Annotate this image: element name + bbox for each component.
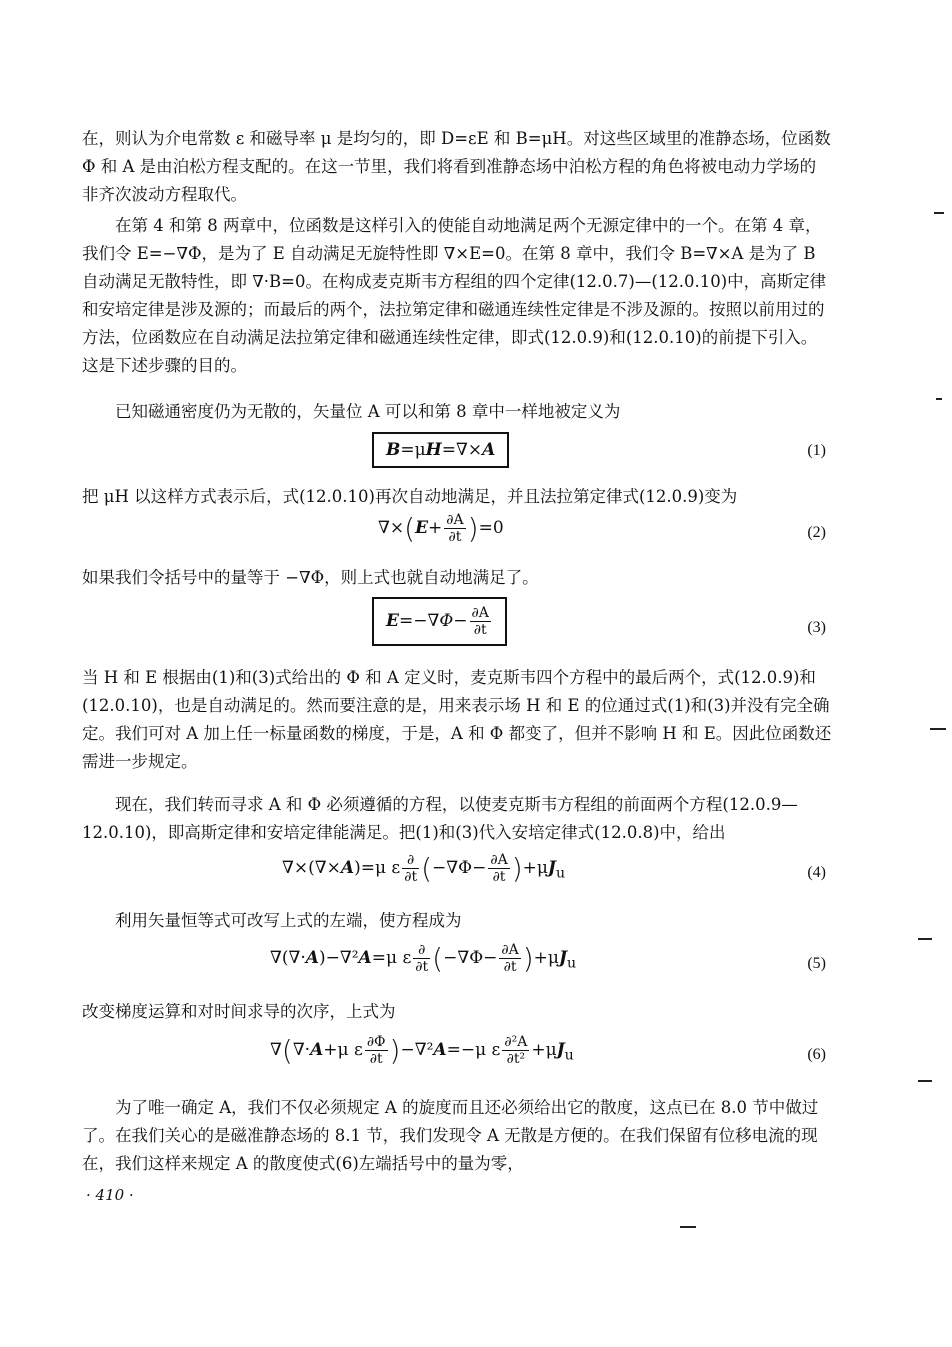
paragraph-8: 利用矢量恒等式可改写上式的左端，使方程成为 [115,911,462,930]
margin-mark-3 [930,728,946,730]
margin-mark-4 [918,938,932,940]
equation-number-3: (3) [807,619,826,636]
paragraph-4: 把 μH 以这样方式表示后，式(12.0.10)再次自动地满足，并且法拉第定律式(12.0.9)变为 [82,487,738,506]
page-number: · 410 · [86,1186,134,1204]
equation-4: ∇×(∇×A)=μ ε $\frac{\partial}{\partial t}$ (−∇Φ− $\frac{\partial A}{\partial t}$ )$+\mu J_u$ [282,852,566,885]
paragraph-5: 如果我们令括号中的量等于 −∇Φ，则上式也就自动地满足了。 [82,568,539,587]
equation-number-4: (4) [807,864,826,881]
paragraph-7: 现在，我们转而寻求 A 和 Φ 必须遵循的方程，以使麦克斯韦方程组的前面两个方程(12.0.9—12.0.10)，即高斯定律和安培定律能满足。把(1)和(3)代入安培定律式(12.0.8)中，给出 [82,795,798,842]
equation-6: ∇(∇·A+μ ε $\frac{\partial\Phi}{\partial t}$ )−∇²A=−μ ε $\frac{\text{∂²A}}{\text{∂t²}}$ $+\mu J_u$ [270,1034,574,1067]
equation-number-1: (1) [807,442,826,459]
margin-mark-1 [934,212,944,214]
paragraph-9: 改变梯度运算和对时间求导的次序，上式为 [82,1002,396,1021]
equation-5: ∇(∇·A)−∇²A=μ ε $\frac{\partial}{\partial t}$ (−∇Φ− $\frac{\partial A}{\partial t}$ )$+\mu J_u$ [270,942,577,975]
equation-number-2: (2) [807,524,826,541]
margin-mark-6 [680,1226,696,1228]
equation-number-5: (5) [807,955,826,972]
margin-mark-5 [918,1080,932,1082]
paragraph-1: 在，则认为介电常数 ε 和磁导率 μ 是均匀的，即 D=εE 和 B=μH。对这些区域里的准静态场，位函数 Φ 和 A 是由泊松方程支配的。在这一节里，我们将看到准静态场中泊松方程的角色将被电动力学场的非齐次波动方程取代。 [82,129,831,204]
paragraph-6: 当 H 和 E 根据由(1)和(3)式给出的 Φ 和 A 定义时，麦克斯韦四个方程中的最后两个，式(12.0.9)和(12.0.10)，也是自动满足的。然而要注意的是，用来表示场 H 和 E 的位通过式(1)和(3)并没有完全确定。我们可对 A 加上任一标量函数的梯度，于是，A 和 Φ 都变了，但并不影响 H 和 E。因此位函数还需进一步规定。 [82,668,832,771]
paragraph-10: 为了唯一确定 A，我们不仅必须规定 A 的旋度而且还必须给出它的散度，这点已在 8.0 节中做过了。在我们关心的是磁准静态场的 8.1 节，我们发现令 A 无散是方便的。在我们保留有位移电流的现在，我们这样来规定 A 的散度使式(6)左端括号中的量为零， [82,1098,819,1173]
paragraph-2: 在第 4 和第 8 两章中，位函数是这样引入的使能自动地满足两个无源定律中的一个。在第 4 章，我们令 E=−∇Φ，是为了 E 自动满足无旋特性即 ∇×E=0。在第 8 章中，我们令 B=∇×A 是为了 B 自动满足无散特性，即 ∇·B=0。在构成麦克斯韦方程组的四个定律(12.0.7)—(12.0.10)中，高斯定律和安培定律是涉及源的；而最后的两个，法拉第定律和磁通连续性定律是不涉及源的。按照以前用过的方法，位函数应在自动满足法拉第定律和磁通连续性定律，即式(12.0.9)和(12.0.10)的前提下引入。这是下述步骤的目的。 [82,216,827,375]
margin-mark-2 [936,398,942,400]
paragraph-3: 已知磁通密度仍为无散的，矢量位 A 可以和第 8 章中一样地被定义为 [115,402,621,421]
equation-3: E=−∇Φ− $\frac{\partial A}{\partial t}$ [372,597,507,646]
equation-number-6: (6) [807,1046,826,1063]
equation-2: ∇×(E+ $\frac{\partial A}{\partial t}$ )=0 [378,512,504,545]
equation-1: B=μH=∇×A [372,432,509,468]
